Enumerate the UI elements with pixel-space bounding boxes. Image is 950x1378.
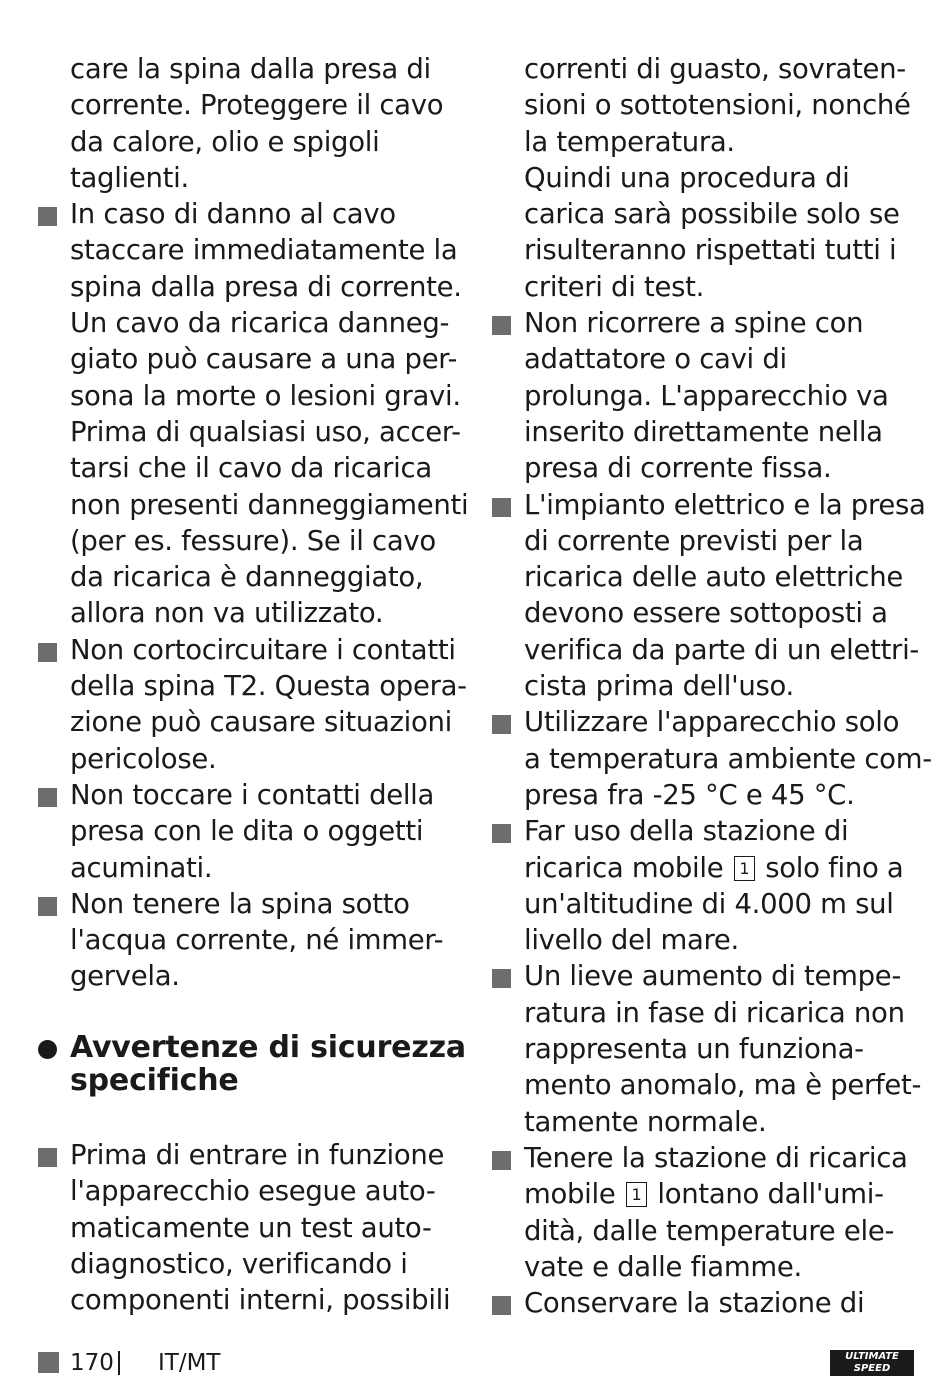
text-line: spina dalla presa di corrente. bbox=[70, 270, 462, 303]
text-line: inserito direttamente nella bbox=[524, 415, 883, 448]
left-column bbox=[38, 51, 468, 995]
text-line: acuminati. bbox=[70, 851, 213, 884]
text-line-with-reference: mobile 1 lontano dall'umi- bbox=[524, 1178, 884, 1211]
list-item bbox=[492, 305, 922, 486]
text-line: diagnostico, verificando i bbox=[70, 1247, 408, 1280]
left-column-after-heading bbox=[38, 1137, 468, 1318]
text-line: Tenere la stazione di ricarica bbox=[524, 1141, 908, 1174]
list-item bbox=[492, 1285, 922, 1321]
text-line: Un lieve aumento di tempe- bbox=[524, 960, 902, 993]
text-line: un'altitudine di 4.000 m sul bbox=[524, 887, 894, 920]
text-line: livello del mare. bbox=[524, 924, 739, 957]
text-line: In caso di danno al cavo bbox=[70, 198, 396, 231]
logo-text: SPEED bbox=[853, 1363, 891, 1374]
text-line: carica sarà possibile solo se bbox=[524, 198, 900, 231]
text-line: componenti interni, possibili bbox=[70, 1284, 451, 1317]
list-item bbox=[38, 632, 468, 777]
text-line: Utilizzare l'apparecchio solo bbox=[524, 706, 900, 739]
text-line: la temperatura. bbox=[524, 125, 735, 158]
brand-logo bbox=[830, 1350, 914, 1376]
square-bullet-icon bbox=[492, 316, 511, 335]
heading-line: specifiche bbox=[70, 1063, 239, 1098]
text-line: taglienti. bbox=[70, 161, 189, 194]
text-line: care la spina dalla presa di bbox=[70, 53, 431, 85]
text-line: corrente. Proteggere il cavo bbox=[70, 89, 444, 122]
page-number: 170 bbox=[70, 1350, 114, 1376]
text-line: prolunga. L'apparecchio va bbox=[524, 379, 889, 412]
square-bullet-icon bbox=[38, 207, 57, 226]
text-line: adattatore o cavi di bbox=[524, 343, 787, 376]
text-line: maticamente un test auto- bbox=[70, 1211, 432, 1244]
list-item bbox=[38, 196, 468, 632]
heading-line: Avvertenze di sicurezza bbox=[70, 1030, 466, 1065]
list-item bbox=[492, 813, 922, 958]
text-line: Far uso della stazione di bbox=[524, 815, 849, 848]
text-line: L'impianto elettrico e la presa bbox=[524, 488, 926, 521]
black-dot-icon bbox=[38, 1040, 57, 1059]
square-bullet-icon bbox=[38, 1148, 57, 1167]
text-line: Non tenere la spina sotto bbox=[70, 887, 410, 920]
text-line: verifica da parte di un elettri- bbox=[524, 633, 920, 666]
list-item bbox=[492, 1140, 922, 1285]
text-line: ratura in fase di ricarica non bbox=[524, 996, 905, 1029]
text-line: presa di corrente fissa. bbox=[524, 452, 832, 485]
text-line: da ricarica è danneggiato, bbox=[70, 561, 424, 594]
square-bullet-icon bbox=[492, 1296, 511, 1315]
page-footer bbox=[38, 1348, 918, 1378]
text-line: gervela. bbox=[70, 960, 180, 993]
text-line: da calore, olio e spigoli bbox=[70, 125, 380, 158]
text-line: criteri di test. bbox=[524, 270, 705, 303]
text-line: giato può causare a una per- bbox=[70, 343, 458, 376]
square-bullet-icon bbox=[492, 715, 511, 734]
text-line: Un cavo da ricarica danneg- bbox=[70, 307, 450, 340]
text-line: cista prima dell'uso. bbox=[524, 670, 795, 703]
square-bullet-icon bbox=[492, 498, 511, 517]
text-line: Conservare la stazione di bbox=[524, 1287, 865, 1320]
square-bullet-icon bbox=[38, 897, 57, 916]
list-item bbox=[492, 958, 922, 1139]
text-line-with-reference: ricarica mobile 1 solo fino a bbox=[524, 851, 904, 884]
footer-square-icon bbox=[38, 1352, 59, 1373]
square-bullet-icon bbox=[492, 1151, 511, 1170]
text-line: dità, dalle temperature ele- bbox=[524, 1214, 895, 1247]
reference-number-icon: 1 bbox=[734, 856, 755, 881]
text-line: staccare immediatamente la bbox=[70, 234, 458, 267]
text-line: della spina T2. Questa opera- bbox=[70, 670, 467, 703]
logo-text: ULTIMATE bbox=[845, 1351, 899, 1362]
footer-divider bbox=[118, 1351, 120, 1375]
text-line: Non toccare i contatti della bbox=[70, 778, 435, 811]
text-line: a temperatura ambiente com- bbox=[524, 742, 932, 775]
square-bullet-icon bbox=[38, 788, 57, 807]
text-line: Non ricorrere a spine con bbox=[524, 307, 864, 340]
text-line: sona la morte o lesioni gravi. bbox=[70, 379, 461, 412]
section-heading bbox=[38, 1031, 466, 1097]
text-line: l'acqua corrente, né immer- bbox=[70, 924, 444, 957]
text-line: Prima di qualsiasi uso, accer- bbox=[70, 415, 461, 448]
continued-paragraph bbox=[38, 51, 468, 196]
text-line: tarsi che il cavo da ricarica bbox=[70, 452, 432, 485]
text-line: sioni o sottotensioni, nonché bbox=[524, 89, 911, 122]
text-line: non presenti danneggiamenti bbox=[70, 488, 469, 521]
list-item bbox=[38, 1137, 468, 1318]
text-line: l'apparecchio esegue auto- bbox=[70, 1175, 436, 1208]
text-line: ricarica delle auto elettriche bbox=[524, 561, 903, 594]
list-item bbox=[492, 704, 932, 813]
text-line: vate e dalle fiamme. bbox=[524, 1250, 802, 1283]
text-line: presa fra -25 °C e 45 °C. bbox=[524, 778, 855, 811]
continued-paragraph bbox=[492, 51, 922, 305]
text-line: risulteranno rispettati tutti i bbox=[524, 234, 897, 267]
list-item bbox=[38, 886, 468, 995]
text-line: (per es. fessure). Se il cavo bbox=[70, 524, 436, 557]
text-line: presa con le dita o oggetti bbox=[70, 815, 424, 848]
right-column bbox=[492, 51, 932, 1321]
square-bullet-icon bbox=[492, 824, 511, 843]
text-line: rappresenta un funziona- bbox=[524, 1033, 864, 1066]
text-line: correnti di guasto, sovraten- bbox=[524, 53, 906, 85]
square-bullet-icon bbox=[38, 643, 57, 662]
square-bullet-icon bbox=[492, 969, 511, 988]
text-line: Prima di entrare in funzione bbox=[70, 1139, 445, 1171]
text-line: Non cortocircuitare i contatti bbox=[70, 633, 456, 666]
text-line: Quindi una procedura di bbox=[524, 161, 850, 194]
language-code: IT/MT bbox=[158, 1350, 221, 1376]
text-line: mento anomalo, ma è perfet- bbox=[524, 1069, 922, 1102]
reference-number-icon: 1 bbox=[626, 1182, 647, 1207]
list-item bbox=[492, 487, 926, 705]
list-item bbox=[38, 777, 468, 886]
text-line: allora non va utilizzato. bbox=[70, 597, 384, 630]
text-line: pericolose. bbox=[70, 742, 217, 775]
text-line: zione può causare situazioni bbox=[70, 706, 452, 739]
text-line: di corrente previsti per la bbox=[524, 524, 864, 557]
text-line: tamente normale. bbox=[524, 1105, 767, 1138]
text-line: devono essere sottoposti a bbox=[524, 597, 888, 630]
